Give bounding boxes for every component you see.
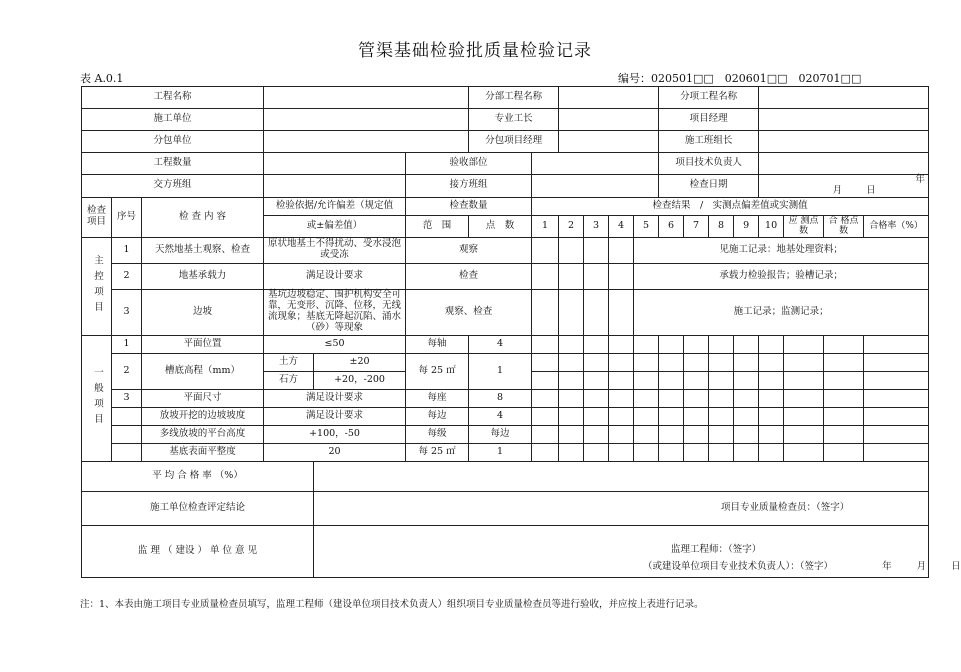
foreman-value[interactable]	[559, 109, 659, 131]
main-row-2	[82, 263, 929, 289]
col-header-9: 9	[734, 215, 759, 237]
col-header-7: 7	[684, 215, 709, 237]
should-measure-header: 应 测点 数	[784, 215, 824, 237]
general-seq-4	[112, 407, 142, 425]
check-date-label: 检查日期	[659, 175, 759, 198]
general-basis-1: ≤50	[264, 335, 406, 353]
main-range-3: 观察、检查	[406, 289, 532, 335]
general-sub-1: 土方	[264, 353, 314, 371]
tech-leader-label: 项目技术负责人	[659, 153, 759, 175]
footer-year: 年	[882, 560, 892, 572]
basis-header-2: 或±偏差值）	[264, 215, 406, 237]
quantity-header: 检查数量	[406, 197, 532, 215]
general-points-2: 1	[469, 353, 532, 389]
general-sub-val-1: ±20	[314, 353, 406, 371]
main-content-2: 地基承载力	[142, 263, 264, 289]
general-content-1: 平面位置	[142, 335, 264, 353]
general-seq-2: 2	[112, 353, 142, 389]
general-content-3: 平面尺寸	[142, 389, 264, 407]
check-item-header: 检查项目	[82, 197, 112, 237]
col-header-1: 1	[532, 215, 559, 237]
content-header: 检 查 内 容	[142, 197, 264, 237]
col-header-6: 6	[659, 215, 684, 237]
main-result-3[interactable]: 施工记录；监测记录；	[634, 289, 929, 335]
general-points-1: 4	[469, 335, 532, 353]
general-content-5: 多线放坡的平台高度	[142, 425, 264, 443]
general-range-4: 每边	[406, 407, 469, 425]
col-header-3: 3	[584, 215, 609, 237]
col-header-4: 4	[609, 215, 634, 237]
general-seq-3: 3	[112, 389, 142, 407]
check-date-value[interactable]	[759, 175, 929, 198]
general-range-5: 每级	[406, 425, 469, 443]
col-header-2: 2	[559, 215, 584, 237]
main-basis-2: 满足设计要求	[264, 263, 406, 289]
general-basis-4: 满足设计要求	[264, 407, 406, 425]
main-seq-3: 3	[112, 289, 142, 335]
general-row-5	[82, 425, 929, 443]
main-range-1: 观察	[406, 237, 532, 263]
handover-team-value[interactable]	[264, 175, 406, 198]
handover-team-label: 交方班组	[82, 175, 264, 198]
main-seq-1: 1	[112, 237, 142, 263]
info-row-teams	[82, 175, 929, 198]
project-manager-value[interactable]	[759, 109, 929, 131]
team-leader-value[interactable]	[759, 131, 929, 153]
footer-month: 月	[916, 560, 927, 572]
general-content-6: 基底表面平整度	[142, 443, 264, 461]
project-name-label: 工程名称	[82, 87, 264, 109]
qualified-points-header: 合 格点 数	[824, 215, 864, 237]
general-range-3: 每座	[406, 389, 469, 407]
general-items-label: 一般项目	[82, 335, 112, 461]
avg-rate-value[interactable]	[314, 461, 929, 491]
result-header: 检查结果 / 实测点偏差值或实测值	[532, 197, 929, 215]
info-row-project	[82, 87, 929, 109]
general-points-3: 8	[469, 389, 532, 407]
unit-conclusion-row	[82, 491, 929, 525]
main-content-1: 天然地基土观察、检查	[142, 237, 264, 263]
main-result-2[interactable]: 承载力检验报告；验槽记录；	[634, 263, 929, 289]
construction-unit-value[interactable]	[264, 109, 469, 131]
general-row-6	[82, 443, 929, 461]
date-day: 日	[866, 184, 876, 196]
general-basis-6: 20	[264, 443, 406, 461]
unit-conclusion-value[interactable]	[314, 491, 929, 525]
general-row-3	[82, 389, 929, 407]
subcontract-manager-label: 分包项目经理	[469, 131, 559, 153]
form-title: 管渠基础检验批质量检验记录	[358, 41, 592, 61]
quantity-value[interactable]	[264, 153, 406, 175]
team-leader-label: 施工班组长	[659, 131, 759, 153]
construction-unit-label: 施工单位	[82, 109, 264, 131]
project-name-value[interactable]	[264, 87, 469, 109]
foreman-label: 专业工长	[469, 109, 559, 131]
info-row-quantity	[82, 153, 929, 175]
item-project-label: 分项工程名称	[659, 87, 759, 109]
date-month: 月	[832, 184, 843, 196]
info-row-unit	[82, 109, 929, 131]
general-range-1: 每轴	[406, 335, 469, 353]
general-sub-2: 石方	[264, 371, 314, 389]
general-seq-5	[112, 425, 142, 443]
info-row-subcontract	[82, 131, 929, 153]
main-seq-2: 2	[112, 263, 142, 289]
main-basis-1: 原状地基土不得扰动、受水浸泡或受冻	[264, 237, 406, 263]
subcontract-manager-value[interactable]	[559, 131, 659, 153]
owner-sign: （或建设单位项目专业技术负责人）：（签字）	[643, 560, 834, 572]
unit-conclusion-label: 施工单位检查评定结论	[82, 491, 314, 525]
table-number: 表 A.0.1	[80, 72, 124, 85]
sub-project-value[interactable]	[559, 87, 659, 109]
supervisor-value[interactable]	[314, 525, 961, 577]
subcontractor-label: 分包单位	[82, 131, 264, 153]
col-header-5: 5	[634, 215, 659, 237]
footer-day: 日	[951, 560, 961, 572]
supervisor-row	[82, 525, 929, 577]
general-points-4: 4	[469, 407, 532, 425]
item-project-value[interactable]	[759, 87, 929, 109]
main-result-1[interactable]: 见施工记录：地基处理资料；	[634, 237, 929, 263]
main-content-3: 边坡	[142, 289, 264, 335]
main-items-label: 主控项目	[82, 237, 112, 335]
points-header: 点 数	[469, 215, 532, 237]
receiving-team-label: 接方班组	[406, 175, 532, 198]
seq-header: 序号	[112, 197, 142, 237]
general-basis-5: +100，-50	[264, 425, 406, 443]
general-row-2a	[82, 353, 929, 371]
general-points-6: 1	[469, 443, 532, 461]
header-row-1	[82, 197, 929, 215]
col-header-8: 8	[709, 215, 734, 237]
acceptance-part-label: 验收部位	[406, 153, 532, 175]
quantity-label: 工程数量	[82, 153, 264, 175]
receiving-team-value[interactable]	[532, 175, 659, 198]
main-row-1	[82, 237, 929, 263]
sub-project-label: 分部工程名称	[469, 87, 559, 109]
general-seq-6	[112, 443, 142, 461]
general-sub-val-2: +20，-200	[314, 371, 406, 389]
general-range-2: 每 25 ㎡	[406, 353, 469, 389]
general-seq-1: 1	[112, 335, 142, 353]
col-header-10: 10	[759, 215, 784, 237]
main-range-2: 检查	[406, 263, 532, 289]
pass-rate-header: 合格率（%）	[864, 215, 929, 237]
footnote: 注：1、本表由施工项目专业质量检查员填写，监理工程师（建设单位项目技术负责人）组织项目专业质量检查员等进行验收，并应按上表进行记录。	[80, 599, 704, 610]
inspection-table	[81, 86, 961, 578]
general-row-4	[82, 407, 929, 425]
main-row-3	[82, 289, 929, 335]
main-basis-3: 基坑边坡稳定、围护机构安全可靠，无变形、沉降、位移，无线流现象；基底无降起沉陷、涌水（砂）等现象	[264, 289, 406, 335]
basis-header-1: 检验依据/允许偏差（规定值	[264, 197, 406, 215]
range-header: 范 围	[406, 215, 469, 237]
general-content-2: 槽底高程（mm）	[142, 353, 264, 389]
general-basis-3: 满足设计要求	[264, 389, 406, 407]
supervisor-label: 监 理 （ 建设 ） 单 位 意 见	[82, 525, 314, 577]
general-content-4: 放坡开挖的边坡坡度	[142, 407, 264, 425]
acceptance-part-value[interactable]	[532, 153, 659, 175]
general-range-6: 每 25 ㎡	[406, 443, 469, 461]
code-line: 编号：020501□□ 020601□□ 020701□□	[618, 72, 862, 85]
avg-rate-row	[82, 461, 929, 491]
tech-leader-value[interactable]	[759, 153, 929, 175]
inspector-sign: 项目专业质量检查员：（签字）	[721, 501, 850, 513]
general-points-5: 每边	[469, 425, 532, 443]
general-row-1	[82, 335, 929, 353]
avg-rate-label: 平 均 合 格 率 （%）	[82, 461, 314, 491]
project-manager-label: 项目经理	[659, 109, 759, 131]
date-year: 年	[915, 174, 925, 185]
supervisor-sign: 监理工程师：（签字）	[671, 543, 762, 555]
subcontractor-value[interactable]	[264, 131, 469, 153]
